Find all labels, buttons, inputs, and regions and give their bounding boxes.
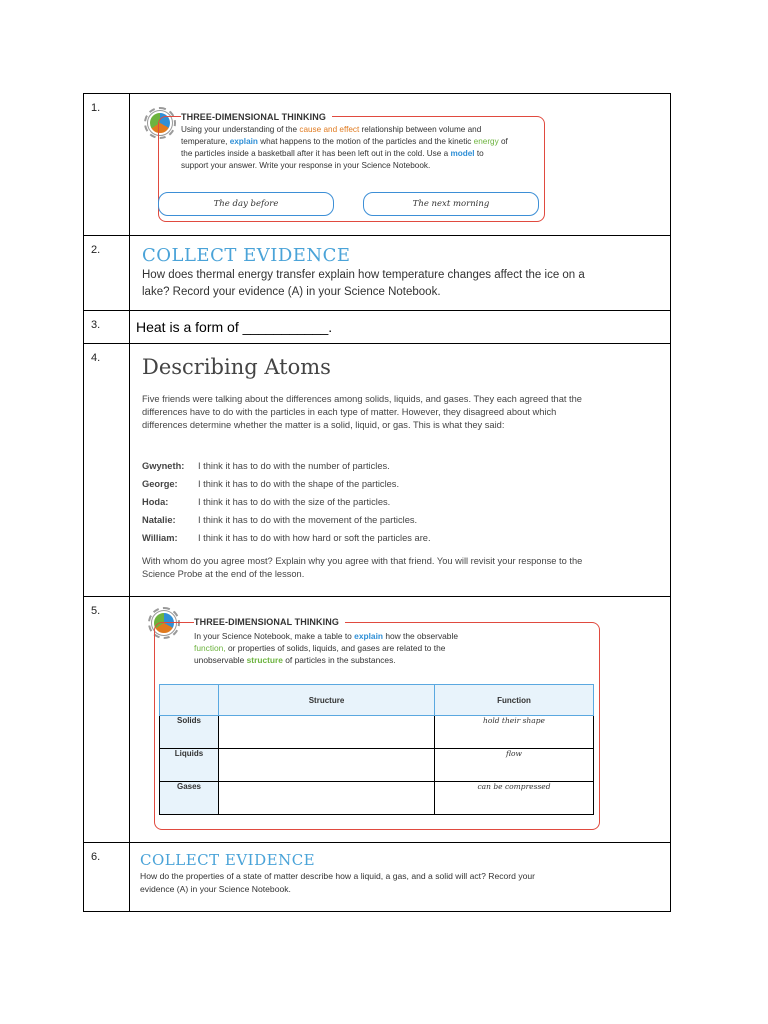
next-morning-box: The next morning — [363, 192, 539, 216]
table-header-row — [160, 685, 594, 716]
friend-statement: Hoda: I think it has to do with the size of the particles. — [142, 497, 391, 507]
question-5-content — [130, 597, 671, 843]
table-cell: Liquids — [160, 749, 219, 782]
table-cell: Solids — [160, 716, 219, 749]
worksheet-row-3 — [84, 311, 671, 344]
worksheet-row-4 — [84, 344, 671, 597]
question-2-content — [130, 236, 671, 311]
question-number: 2. — [84, 236, 130, 311]
table-cell: Gases — [160, 782, 219, 815]
question-3-content — [130, 311, 671, 344]
table-cell — [219, 782, 435, 815]
collect-evidence-text: How does thermal energy transfer explain how temperature changes affect the ice on a lake? Record your evidence (A) in your Science Notebook. — [142, 269, 585, 298]
question-1-content — [130, 94, 671, 236]
friend-statement: Gwyneth: I think it has to do with the number of particles. — [142, 461, 390, 471]
question-number: 5. — [84, 597, 130, 843]
describing-atoms-heading: Describing Atoms — [142, 355, 331, 379]
day-before-box: The day before — [158, 192, 334, 216]
worksheet-row-2 — [84, 236, 671, 311]
question-number: 3. — [84, 311, 130, 344]
worksheet-row-1 — [84, 94, 671, 236]
prompt-text: In your Science Notebook, make a table to explain how the observable function, or properties of solids, liquids, and gases are related to the unobservable structure of particles in the substances. — [194, 631, 458, 665]
table-cell — [219, 749, 435, 782]
table-cell: flow — [435, 749, 594, 782]
question-4-content — [130, 344, 671, 597]
describing-atoms-closing: With whom do you agree most? Explain why you agree with that friend. You will revisit your response to the Science Probe at the end of the lesson. — [142, 556, 583, 580]
collect-evidence-heading: COLLECT EVIDENCE — [142, 245, 351, 266]
section-heading: THREE-DIMENSIONAL THINKING — [194, 617, 345, 627]
friend-statement: William: I think it has to do with how hard or soft the particles are. — [142, 533, 431, 543]
table-cell — [219, 716, 435, 749]
table-row — [160, 749, 594, 782]
table-header — [160, 685, 219, 716]
question-number: 6. — [84, 843, 130, 912]
collect-evidence-text: How do the properties of a state of matter describe how a liquid, a gas, and a solid will act? Record your evidence (A) in your Science Notebook. — [140, 871, 536, 894]
describing-atoms-intro: Five friends were talking about the differences among solids, liquids, and gases. They each agreed that the differences have to do with the particles in each type of matter. However, they disagreed about which differences determine whether the matter is a solid, liquid, or gas. This is what they said: — [142, 394, 582, 431]
structure-function-table — [159, 684, 594, 815]
friend-statement: Natalie: I think it has to do with the movement of the particles. — [142, 515, 418, 525]
question-number: 1. — [84, 94, 130, 236]
heat-question-text: Heat is a form of ___________. — [136, 319, 333, 335]
friends-list — [142, 461, 582, 551]
table-header: Function — [435, 685, 594, 716]
section-heading: THREE-DIMENSIONAL THINKING — [181, 112, 332, 122]
collect-evidence-heading: COLLECT EVIDENCE — [140, 851, 316, 869]
prompt-text: Using your understanding of the cause and effect relationship between volume and temperature, explain what happens to the motion of the particles and the kinetic energy of the particles inside a basketball after it has been left out in the cold. Use a model to support your answer. Write your response in your Science Notebook. — [181, 125, 508, 170]
question-6-content — [130, 843, 671, 912]
table-header: Structure — [219, 685, 435, 716]
table-cell: hold their shape — [435, 716, 594, 749]
worksheet-row-6 — [84, 843, 671, 912]
table-row — [160, 782, 594, 815]
friend-statement: George: I think it has to do with the shape of the particles. — [142, 479, 400, 489]
worksheet-row-5 — [84, 597, 671, 843]
table-cell: can be compressed — [435, 782, 594, 815]
question-number: 4. — [84, 344, 130, 597]
worksheet-table — [83, 93, 671, 912]
table-row — [160, 716, 594, 749]
